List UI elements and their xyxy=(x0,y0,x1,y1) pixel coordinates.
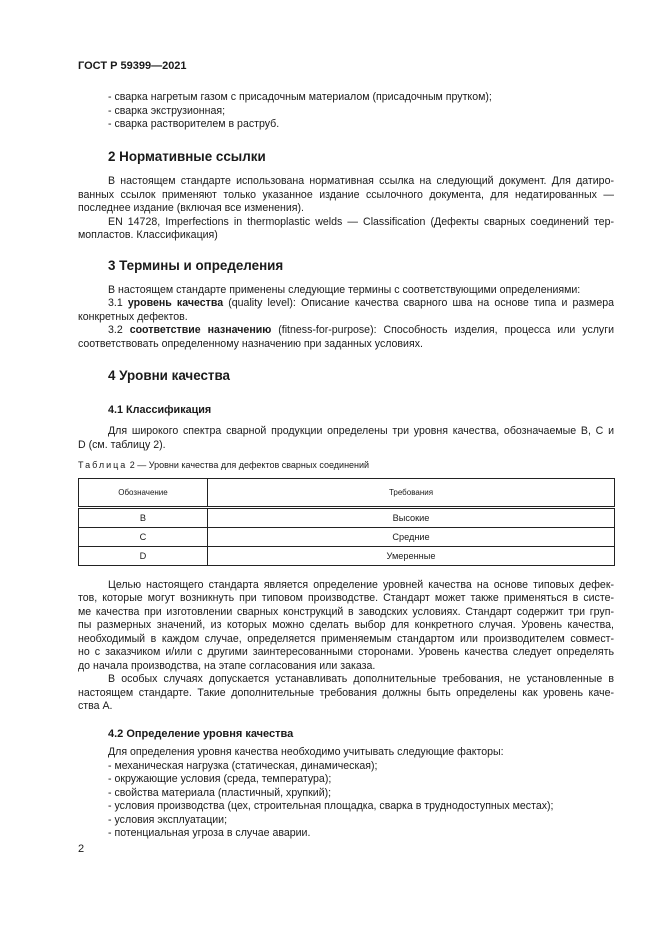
list-item: - сварка нагретым газом с присадочным материалом (присадочным прутком); xyxy=(108,91,492,103)
table-cell: B xyxy=(79,508,208,528)
paragraph-line: необходимый в каждом случае, определяется применяемым стандартом или производителем совмест- xyxy=(78,633,614,645)
table-cell: Высокие xyxy=(208,508,615,528)
paragraph-line: мопластов. Классификация) xyxy=(78,229,218,241)
paragraph-line: В настоящем стандарте применены следующие термины с соответствующими определениями: xyxy=(108,284,581,296)
list-item: - механическая нагрузка (статическая, динамическая); xyxy=(108,760,378,772)
section-4-1-heading: 4.1 Классификация xyxy=(108,404,212,416)
paragraph-line: Для широкого спектра сварной продукции определены три уровня качества, обозначаемые B, C и xyxy=(108,425,614,437)
paragraph-line: соответствовать определенному назначению при заданных условиях. xyxy=(78,338,423,350)
list-item: - сварка экструзионная; xyxy=(108,105,226,117)
section-3-heading: 3 Термины и определения xyxy=(108,258,284,273)
paragraph-line: до начала производства, на этапе согласования или заказа. xyxy=(78,660,376,672)
table-cell: Умеренные xyxy=(208,547,615,566)
quality-levels-table xyxy=(78,478,615,566)
table-header-row xyxy=(79,479,615,508)
table-row xyxy=(79,547,615,566)
table-header-cell: Требования xyxy=(208,479,615,508)
paragraph-line: но с заказчиком и/или с другими заинтересованными сторонами. Уровень качества следует определять xyxy=(78,646,614,658)
paragraph-line: ства А. xyxy=(78,700,113,712)
section-2-heading: 2 Нормативные ссылки xyxy=(108,149,266,164)
list-item: - сварка растворителем в раструб. xyxy=(108,118,280,130)
paragraph-line: конкретных дефектов. xyxy=(78,311,188,323)
section-4-heading: 4 Уровни качества xyxy=(108,368,230,383)
paragraph-line: D (см. таблицу 2). xyxy=(78,439,166,451)
table-row xyxy=(79,528,615,547)
paragraph-line: пы размерных значений, из которых можно сделать выбор для конкретного случая. Уровень качества, xyxy=(78,619,614,631)
section-4-2-heading: 4.2 Определение уровня качества xyxy=(108,728,294,740)
term-definition-3-2: 3.2 соответствие назначению (fitness-for-purpose): Способность изделия, процесса или услуги xyxy=(108,324,614,336)
page-number: 2 xyxy=(78,843,85,855)
list-item: - свойства материала (пластичный, хрупкий); xyxy=(108,787,332,799)
paragraph-line: В особых случаях допускается устанавливать дополнительные требования, не установленные в xyxy=(108,673,614,685)
paragraph-line: EN 14728, Imperfections in thermoplastic welds — Classification (Дефекты сварных соединений тер- xyxy=(108,216,614,228)
table-cell: Средние xyxy=(208,528,615,547)
document-header: ГОСТ Р 59399—2021 xyxy=(78,60,187,72)
paragraph-line: Целью настоящего стандарта является определение уровней качества на основе типовых дефек- xyxy=(108,579,614,591)
list-item: - потенциальная угроза в случае аварии. xyxy=(108,827,311,839)
paragraph-line: тов, которые могут возникнуть при типовом производстве. Стандарт может также применяться в систе- xyxy=(78,592,614,604)
table-cell: D xyxy=(79,547,208,566)
paragraph-line: ме качества при изготовлении сварных конструкций в заводских условиях. Стандарт содержит три груп- xyxy=(78,606,614,618)
list-item: - условия производства (цех, строительная площадка, сварка в труднодоступных местах); xyxy=(108,800,554,812)
table-caption: Таблица 2 — Уровни качества для дефектов сварных соединений xyxy=(78,460,370,470)
list-item: - окружающие условия (среда, температура); xyxy=(108,773,332,785)
paragraph-line: последнее издание (включая все изменения). xyxy=(78,202,304,214)
paragraph-line: Для определения уровня качества необходимо учитывать следующие факторы: xyxy=(108,746,504,758)
paragraph-line: ванных ссылок применяют только указанное издание ссылочного документа, для недатированных — xyxy=(78,189,614,201)
table-row xyxy=(79,508,615,528)
table-cell: C xyxy=(79,528,208,547)
paragraph-line: В настоящем стандарте использована нормативная ссылка на следующий документ. Для датиро- xyxy=(108,175,614,187)
list-item: - условия эксплуатации; xyxy=(108,814,228,826)
table-header-cell: Обозначение xyxy=(79,479,208,508)
term-definition-3-1: 3.1 уровень качества (quality level): Описание качества сварного шва на основе типа и размера xyxy=(108,297,615,309)
paragraph-line: настоящем стандарте. Такие дополнительные требования должны быть определены как уровень каче- xyxy=(78,687,614,699)
